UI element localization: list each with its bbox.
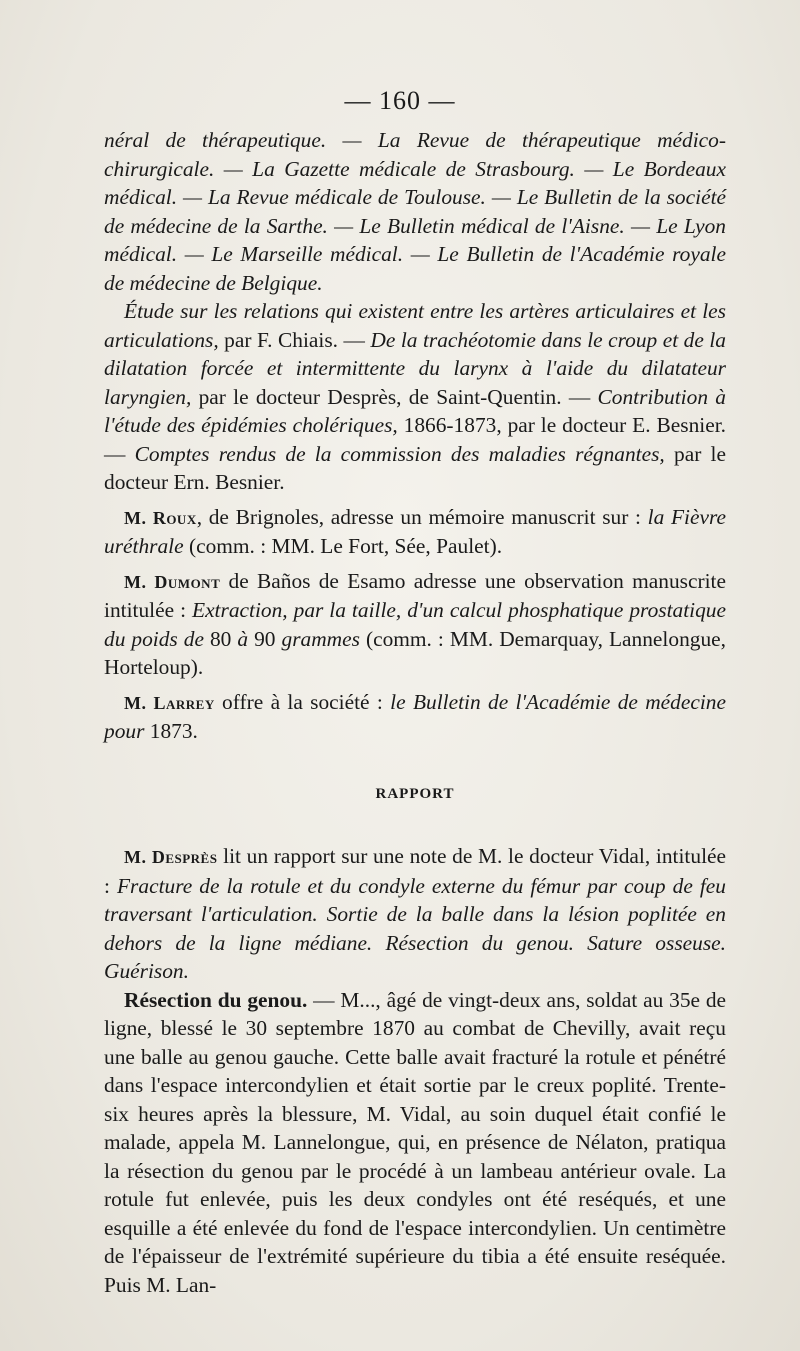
body-text (104, 126, 726, 1299)
speaker-name: M. Dumont (124, 571, 221, 592)
text: 90 (248, 626, 282, 651)
text: , de Brignoles, adresse un mémoire manuscrit sur : (196, 504, 648, 529)
text: par F. Chiais. — (218, 327, 371, 352)
title-epidemies-choleriques: Contribution à l'étude des épidémies cholériques, (104, 384, 726, 437)
publications-paragraph (104, 297, 726, 497)
text: 1866-1873, par le docteur E. Besnier. — (104, 413, 727, 466)
text: grammes (281, 626, 360, 651)
text: lit un rapport sur une note de M. le docteur Vidal, intitulée : (104, 844, 726, 898)
text: (comm. : MM. Demarquay, Lannelongue, Horteloup). (104, 626, 726, 679)
title-extraction: Extraction, par la taille, d'un calcul phosphatique prostatique du poids de (104, 598, 726, 651)
title-relations-arteres: Étude sur les relations qui existent entre les artères articulaires et les articulations, (104, 299, 726, 352)
journal-list-paragraph (104, 126, 726, 297)
text: 1873. (144, 719, 198, 743)
text: — M..., âgé de vingt-deux ans, soldat au 35e de ligne, blessé le 30 septembre 1870 au combat de Chevilly, avait reçu une balle au genou gauche. Cette balle avait fracturé la rotule et pénétré dans l'espace intercondylien et était sortie par le creux poplité. Trente-six heures après la blessure, M. Vidal, au soin duquel était confié le malade, appela M. Lannelongue, qui, en présence de Nélaton, pratiqua la résection du genou par le procédé à un lambeau antérieur ovale. La rotule fut enlevée, puis les deux condyles ont été reséqués, et une esquille a été enlevée du fond de l'espace intercondylien. Un centimètre de l'épaisseur de l'extrémité supérieure du tibia a été ensuite reséquée. Puis M. Lan- (104, 987, 727, 1297)
run-in-heading: Résection du genou. (124, 987, 308, 1012)
title-comptes-rendus: Comptes rendus de la commission des maladies régnantes, (134, 441, 665, 466)
speaker-name: M. Desprès (124, 847, 218, 867)
resection-paragraph (104, 986, 726, 1300)
text: par le docteur Ern. Besnier. (104, 441, 726, 494)
larrey-paragraph (104, 688, 726, 746)
speaker-name: M. Roux (124, 507, 197, 528)
text: offre à la société : (214, 689, 391, 714)
title-fievre-urethrale: la Fièvre uréthrale (104, 504, 727, 558)
roux-paragraph (104, 503, 726, 561)
text: par le docteur Desprès, de Saint-Quentin. — (191, 384, 598, 409)
title-tracheotomie: De la trachéotomie dans le croup et de la dilatation forcée et intermittente du larynx à l'aide du dilatateur laryngien, (104, 327, 726, 409)
text: de Baños de Esamo adresse une observation manuscrite intitulée : (104, 568, 726, 622)
dumont-paragraph (104, 567, 726, 682)
title-fracture-rotule: Fracture de la rotule et du condyle externe du fémur par coup de feu traversant l'articulation. Sortie de la balle dans la lésion poplitée en dehors de la ligne médiane. Résection du genou. Sature osseuse. Guérison. (104, 873, 726, 983)
section-heading: RAPPORT (375, 785, 455, 802)
journal-list-text: néral de thérapeutique. — La Revue de thérapeutique médico-chirurgicale. — La Gazette médicale de Strasbourg. — Le Bordeaux médical. — La Revue médicale de Toulouse. — Le Bulletin de la société de médecine de la Sarthe. — Le Bulletin médical de l'Aisne. — Le Lyon médical. — Le Marseille médical. — Le Bulletin de l'Académie royale de médecine de Belgique. (104, 128, 726, 295)
title-bulletin-academie: le Bulletin de l'Académie de médecine pour (104, 689, 726, 743)
text: à (237, 626, 249, 651)
despres-paragraph (104, 842, 726, 986)
speaker-name: M. Larrey (124, 692, 215, 713)
page-number: — 160 — (344, 86, 456, 115)
text: 80 (203, 626, 238, 651)
text: (comm. : MM. Le Fort, Sée, Paulet). (183, 534, 503, 558)
